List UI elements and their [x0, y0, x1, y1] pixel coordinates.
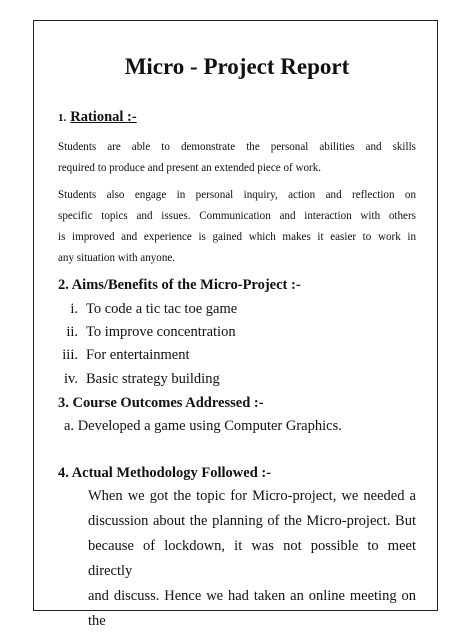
list-item-number: i.: [70, 301, 78, 317]
section-1-number: 1.: [58, 112, 67, 124]
list-item-text: Developed a game using Computer Graphics.: [77, 418, 342, 434]
text-line: is improved and experience is gained which makes it easier to work in: [58, 231, 416, 243]
list-item: [48, 371, 220, 388]
list-item-number: ii.: [66, 324, 78, 340]
text-line: Students also engage in personal inquiry, action and reflection on: [58, 189, 416, 201]
paragraph-2: [58, 185, 416, 269]
section-2-heading: 2. Aims/Benefits of the Micro-Project :-: [58, 277, 301, 293]
list-item: [48, 347, 189, 364]
text-line: because of lockdown, it was not possible to meet directly: [88, 538, 416, 579]
list-item-text: To improve concentration: [86, 324, 236, 340]
list-item: [64, 418, 342, 435]
text-line: When we got the topic for Micro-project, we needed a: [88, 488, 416, 504]
text-line: required to produce and present an extended piece of work.: [58, 162, 322, 174]
list-item-number: iii.: [62, 347, 78, 363]
list-item: [48, 324, 236, 341]
paragraph-1: [58, 137, 416, 179]
list-item-text: Basic strategy building: [86, 371, 220, 387]
methodology-paragraph: [88, 484, 416, 634]
section-1-heading: [58, 108, 137, 126]
section-1-label: Rational :-: [70, 109, 137, 125]
text-line: specific topics and issues. Communication and interaction with others: [58, 210, 416, 222]
page-title: Micro - Project Report: [124, 54, 350, 79]
section-4-heading: 4. Actual Methodology Followed :-: [58, 465, 272, 481]
text-line: Students are able to demonstrate the personal abilities and skills: [58, 141, 416, 153]
list-item-text: For entertainment: [86, 347, 190, 363]
text-line: discussion about the planning of the Micro-project. But: [88, 513, 416, 529]
list-item-text: To code a tic tac toe game: [86, 301, 238, 317]
section-3-heading: 3. Course Outcomes Addressed :-: [58, 395, 264, 411]
list-item-number: a.: [64, 418, 75, 434]
text-line: any situation with anyone.: [58, 252, 176, 264]
text-line: and discuss. Hence we had taken an online meeting on the: [88, 588, 416, 629]
list-item-number: iv.: [64, 371, 78, 387]
list-item: [48, 301, 237, 318]
